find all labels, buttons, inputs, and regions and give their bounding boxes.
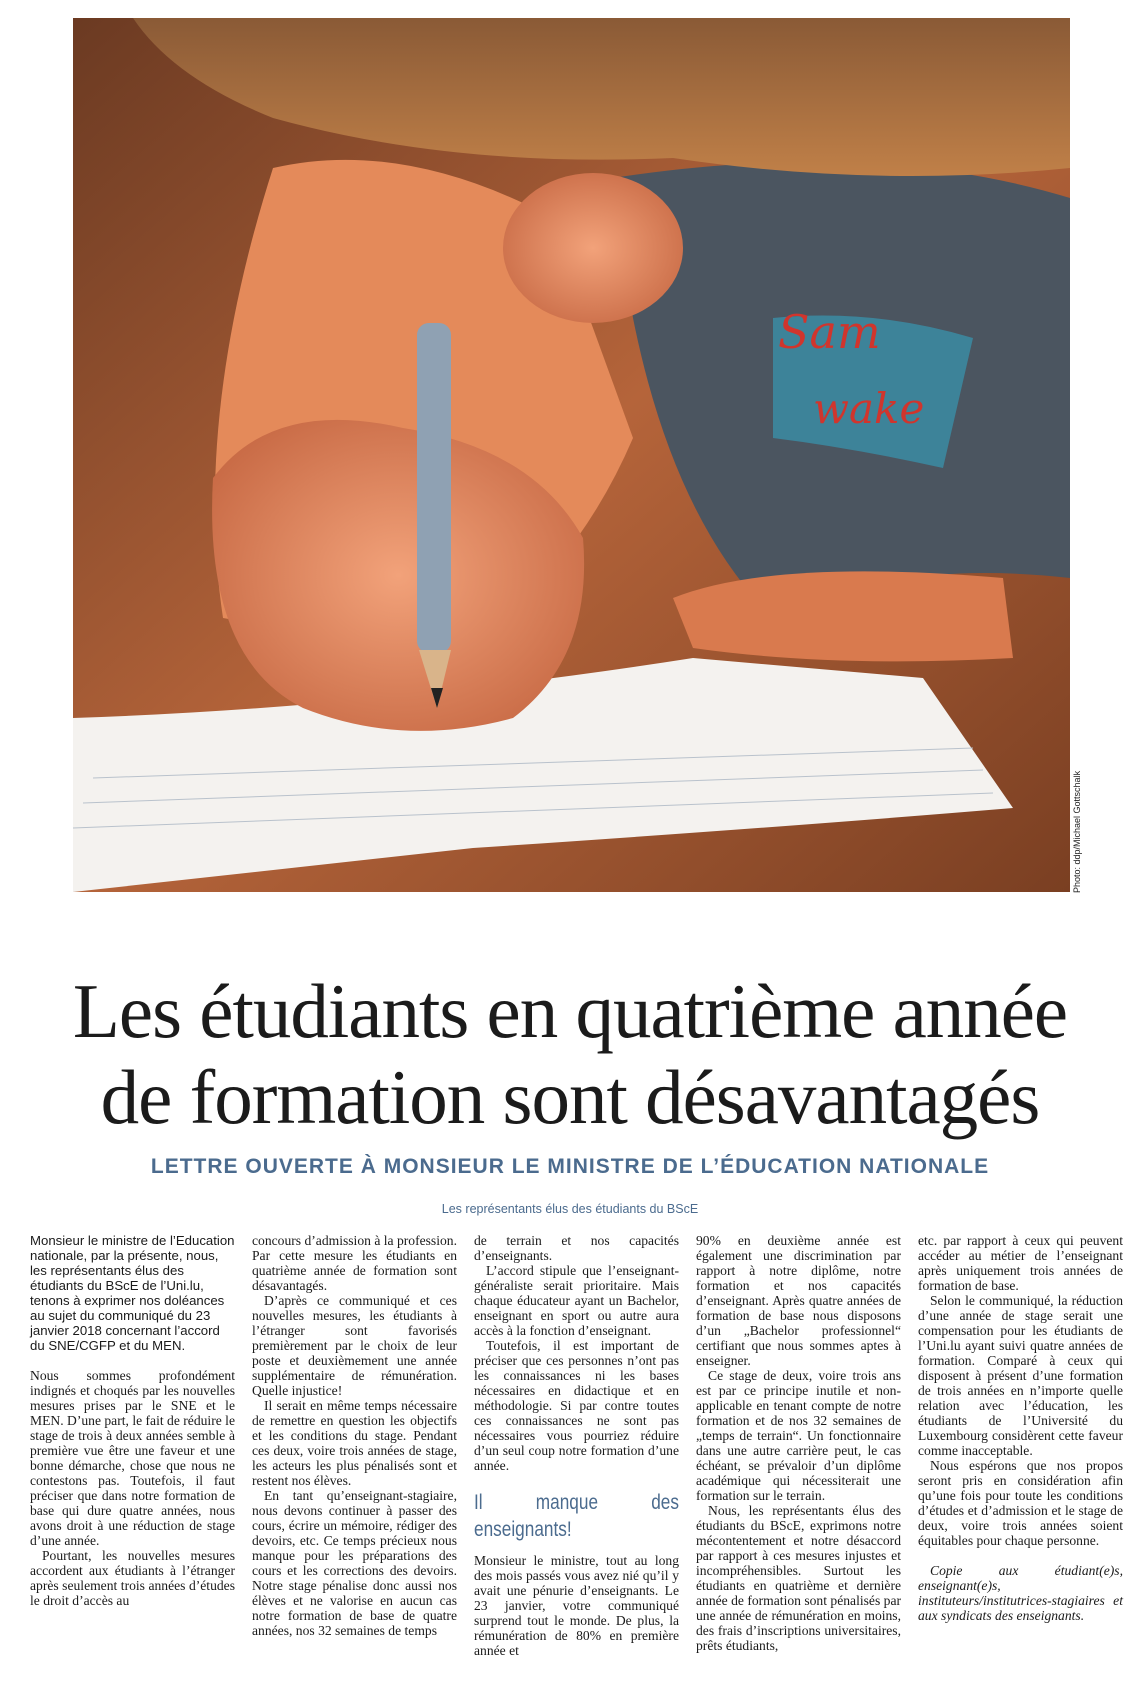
article-photo	[73, 18, 1070, 892]
shirt-text-2: wake	[813, 384, 925, 433]
paragraph: etc. par rapport à ceux qui peuvent accéder au métier de l’enseignant après uniquement trois années de formation de base.	[918, 1233, 1123, 1293]
paragraph: Il serait en même temps nécessaire de remettre en question les objectifs et les conditions du stage. Pendant ces deux, voire trois années de stage, les acteurs les plus pénalisés sont et restent nos élèves.	[252, 1398, 457, 1488]
paragraph: Ce stage de deux, voire trois ans est par ce principe inutile et non-applicable en tenant compte de notre formation et de nos 32 semaines de „temps de terrain“. Un fonctionnaire dans une autre carrière peut, le cas échéant, se prévaloir d’un diplôme académique qui nécessiterait une formation sur le terrain.	[696, 1368, 901, 1503]
column-1	[30, 1233, 235, 1608]
headline-line-2: de formation sont désavantagés	[100, 1054, 1040, 1140]
kicker: LETTRE OUVERTE À MONSIEUR LE MINISTRE DE L’ÉDUCATION NATIONALE	[150, 1155, 990, 1178]
column-5	[918, 1233, 1123, 1623]
salutation-paragraph: Monsieur le ministre de l’Education nationale, par la présente, nous, les représentants élus des étudiants du BScE de l’Uni.lu, tenons à exprimer nos doléances au sujet du communiqué du 23 janvier 2018 concernant l’accord du SNE/CGFP et du MEN.	[30, 1233, 235, 1353]
paragraph: D’après ce communiqué et ces nouvelles mesures, les étudiants à l’étranger sont favorisés premièrement par le choix de leur poste et deuxièmement une année supplémentaire de rémunération. Quelle injustice!	[252, 1293, 457, 1398]
subheading: Il manque des enseignants!	[474, 1491, 679, 1541]
column-4	[696, 1233, 901, 1653]
column-3	[474, 1233, 679, 1658]
headline	[30, 968, 1110, 1140]
paragraph: Nous sommes profondément indignés et choqués par les nouvelles mesures prises par le SNE et le MEN. D’une part, le fait de réduire le stage de trois à deux années semble à première vue être une faveur et une bonne démarche, chose que nous ne contestons pas. Toutefois, il faut préciser que dans notre formation de base qui dure quatre années, nous avons droit à une réduction de stage d’une année.	[30, 1368, 235, 1548]
paragraph: Nous espérons que nos propos seront pris en considération afin qu’une fois pour toute les conditions d’études et d’admission et le stage de deux, voire trois années soient équitables pour chaque personne.	[918, 1458, 1123, 1548]
photo-credit-text: Photo: ddp/Michael Gottschalk	[1072, 770, 1082, 893]
shirt-text-1: Sam	[778, 305, 881, 359]
paragraph: L’accord stipule que l’enseignant-généraliste serait prioritaire. Mais chaque éducateur ayant un Bachelor, enseignant en sport ou autre aura accès à la fonction d’enseignant.	[474, 1263, 679, 1338]
copy-note: Copie aux étudiant(e)s, enseignant(e)s, instituteurs/institutrices-stagiaires et aux syndicats des enseignants.	[918, 1563, 1123, 1623]
byline: Les représentants élus des étudiants du BScE	[441, 1202, 699, 1216]
child-writing-illustration	[73, 18, 1070, 892]
column-2	[252, 1233, 457, 1638]
paragraph: Nous, les représentants élus des étudiants du BScE, exprimons notre mécontentement et notre désaccord par rapport à ces mesures injustes et incompréhensibles. Surtout les étudiants en quatrième et dernière année de formation sont pénalisés par une année de rémunération en moins, des frais d’inscriptions universitaires, prêts étudiants,	[696, 1503, 901, 1653]
headline-line-1: Les étudiants en quatrième année	[72, 968, 1068, 1054]
paragraph: Pourtant, les nouvelles mesures accordent aux étudiants à l’étranger après seulement trois années d’études le droit d’accès au	[30, 1548, 235, 1608]
paragraph: En tant qu’enseignant-stagiaire, nous devons continuer à passer des cours, écrire un mémoire, rédiger des devoirs, etc. Ce temps précieux nous manque pour les préparations des cours et les corrections des devoirs. Notre stage pénalise donc aussi nos élèves et ne valorise en aucun cas notre formation de base de quatre années, nos 32 semaines de temps	[252, 1488, 457, 1638]
paragraph: 90% en deuxième année est également une discrimination par rapport à notre diplôme, notre formation et nos capacités d’enseignant. Après quatre années de formation de base nous disposons d’un „Bachelor professionnel“ certifiant que nous sommes aptes à enseigner.	[696, 1233, 901, 1368]
paragraph: Monsieur le ministre, tout au long des mois passés vous avez nié qu’il y avait une pénurie d’enseignants. Le 23 janvier, votre communiqué surprend tout le monde. De plus, la rémunération de 80% en première année et	[474, 1553, 679, 1658]
paragraph: de terrain et nos capacités d’enseignants.	[474, 1233, 679, 1263]
paragraph: Selon le communiqué, la réduction d’une année de stage serait une compensation pour les étudiants de l’Uni.lu ayant suivi quatre années de formation. Comparé à ceux qui disposent à présent d’une formation de trois années en n’importe quelle relation avec l’éducation, les étudiants de l’Université du Luxembourg considèrent cette faveur comme inacceptable.	[918, 1293, 1123, 1458]
paragraph: Toutefois, il est important de préciser que ces personnes n’ont pas les connaissances ni les bases nécessaires en didactique et en méthodologie. Si par contre toutes ces connaissances ne sont pas nécessaires vous pourriez réduire d’un seul coup notre formation d’une année.	[474, 1338, 679, 1473]
paragraph: concours d’admission à la profession. Par cette mesure les étudiants en quatrième année de formation sont désavantagés.	[252, 1233, 457, 1293]
